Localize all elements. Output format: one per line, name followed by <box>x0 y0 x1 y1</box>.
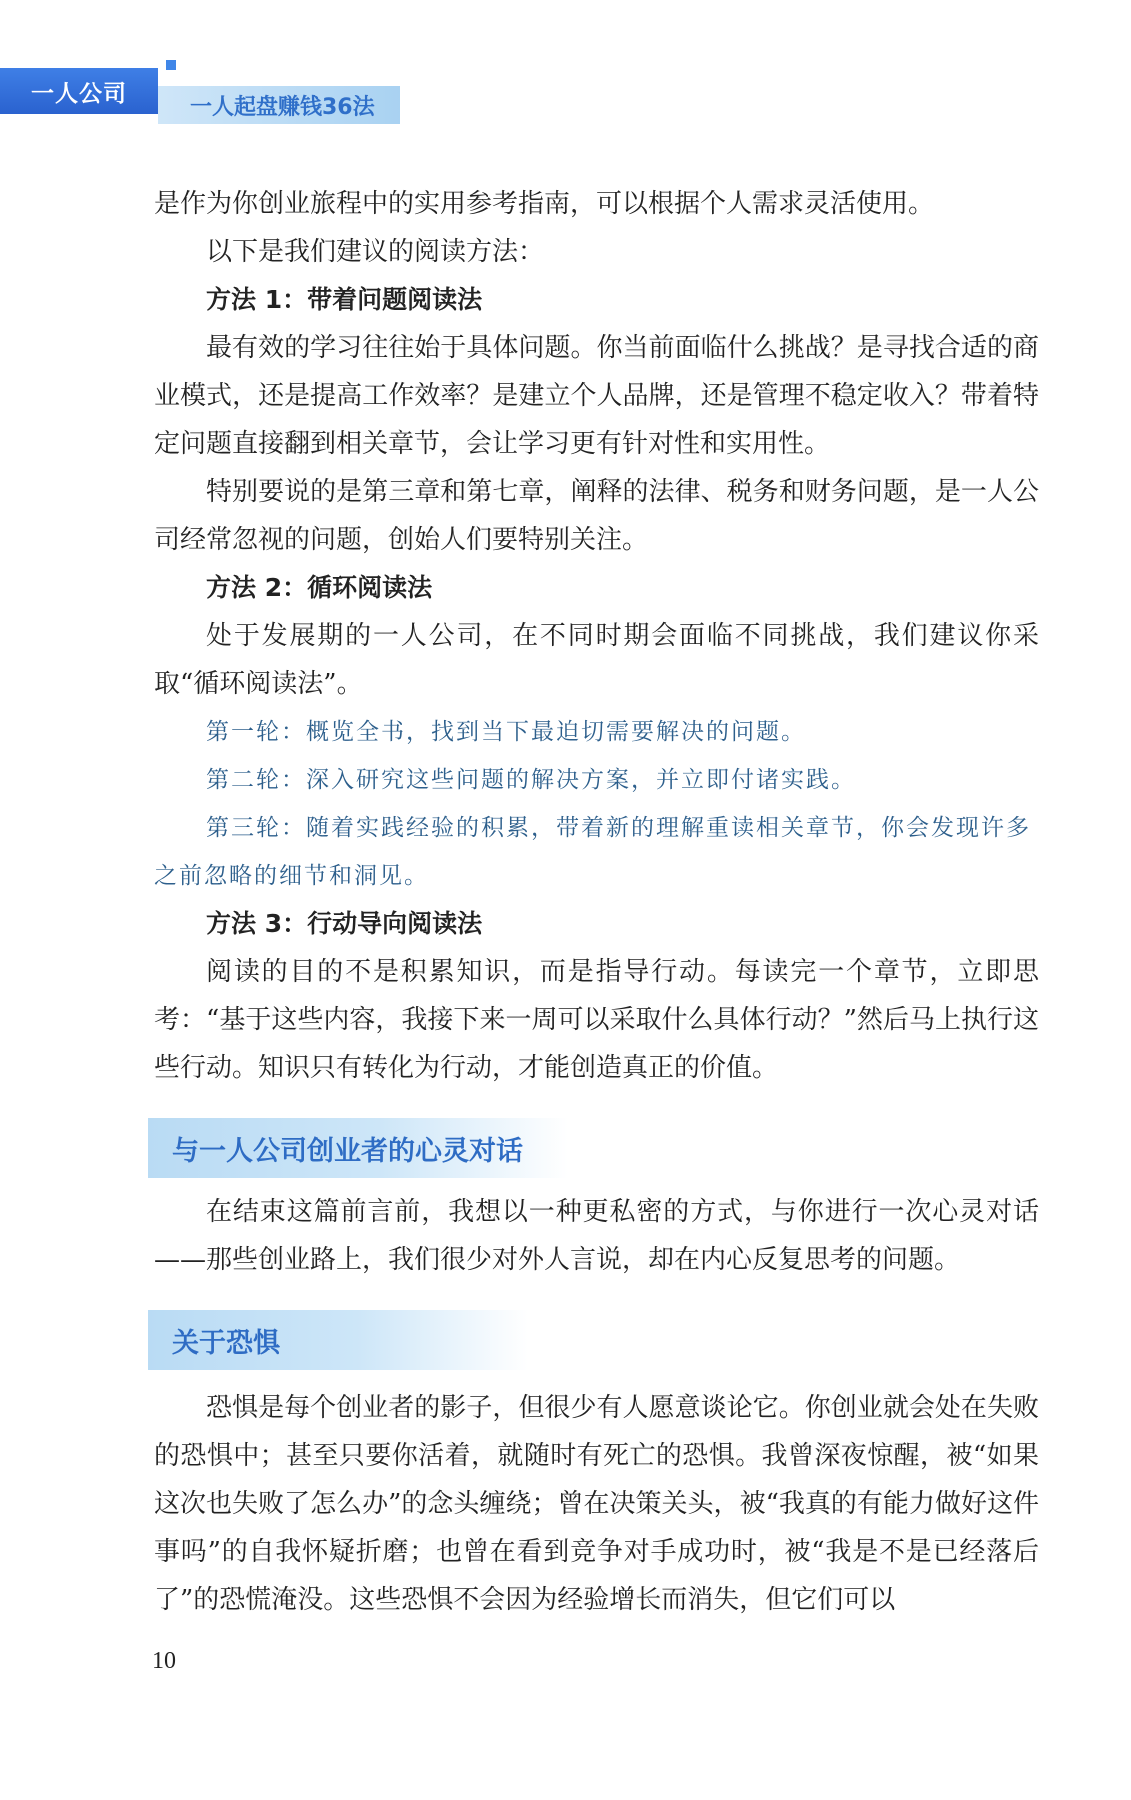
book-title-tab: 一人公司 <box>0 68 158 114</box>
method-1-heading: 方法 1：带着问题阅读法 <box>206 285 483 314</box>
page-body <box>154 180 1039 1624</box>
header-accent-square <box>166 60 176 70</box>
book-subtitle-tab: 一人起盘赚钱36法 <box>158 86 400 124</box>
method-1-paragraph-2: 特别要说的是第三章和第七章，阐释的法律、税务和财务问题，是一人公司经常忽视的问题，创始人们要特别关注。 <box>154 477 1039 555</box>
method-3-paragraph: 阅读的目的不是积累知识，而是指导行动。每读完一个章节，立即思考：“基于这些内容，我接下来一周可以采取什么具体行动？”然后马上执行这些行动。知识只有转化为行动，才能创造真正的价值。 <box>154 957 1039 1083</box>
method-2-paragraph: 处于发展期的一人公司，在不同时期会面临不同挑战，我们建议你采取“循环阅读法”。 <box>154 621 1039 699</box>
section-dialogue-paragraph: 在结束这篇前言前，我想以一种更私密的方式，与你进行一次心灵对话——那些创业路上，我们很少对外人言说，却在内心反复思考的问题。 <box>154 1197 1039 1275</box>
reading-round-1: 第一轮：概览全书，找到当下最迫切需要解决的问题。 <box>206 719 806 745</box>
reading-round-3: 第三轮：随着实践经验的积累，带着新的理解重读相关章节，你会发现许多之前忽略的细节和洞见。 <box>154 815 1031 889</box>
paragraph-intro: 是作为你创业旅程中的实用参考指南，可以根据个人需求灵活使用。 <box>154 189 935 219</box>
page-number: 10 <box>152 1648 176 1674</box>
method-1-paragraph-1: 最有效的学习往往始于具体问题。你当前面临什么挑战？是寻找合适的商业模式，还是提高工作效率？是建立个人品牌，还是管理不稳定收入？带着特定问题直接翻到相关章节，会让学习更有针对性和实用性。 <box>154 333 1039 459</box>
paragraph-methods-intro: 以下是我们建议的阅读方法： <box>206 237 545 267</box>
method-3-heading: 方法 3：行动导向阅读法 <box>206 909 483 938</box>
section-heading-dialogue: 与一人公司创业者的心灵对话 <box>148 1118 568 1178</box>
reading-round-2: 第二轮：深入研究这些问题的解决方案，并立即付诸实践。 <box>206 767 856 793</box>
method-2-heading: 方法 2：循环阅读法 <box>206 573 433 602</box>
section-fear-paragraph: 恐惧是每个创业者的影子，但很少有人愿意谈论它。你创业就会处在失败的恐惧中；甚至只要你活着，就随时有死亡的恐惧。我曾深夜惊醒，被“如果这次也失败了怎么办”的念头缠绕；曾在决策关头，被“我真的有能力做好这件事吗”的自我怀疑折磨；也曾在看到竞争对手成功时，被“我是不是已经落后了”的恐慌淹没。这些恐惧不会因为经验增长而消失，但它们可以 <box>154 1393 1039 1615</box>
section-heading-fear: 关于恐惧 <box>148 1310 528 1370</box>
